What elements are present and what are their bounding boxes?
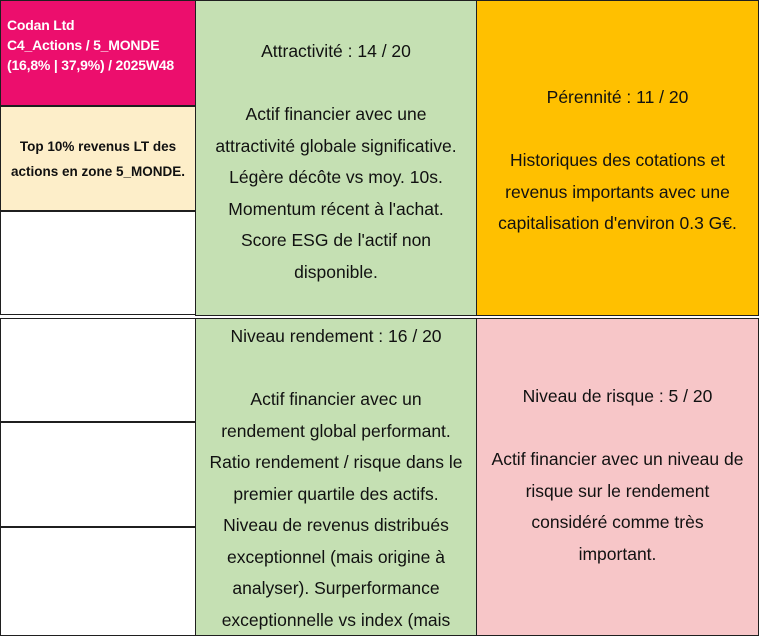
rendement-title: Niveau rendement : 16 / 20	[230, 326, 442, 346]
rendement-line: premier quartile des actifs.	[233, 483, 439, 504]
risque-panel	[476, 318, 759, 636]
risque-line: risque sur le rendement	[525, 480, 710, 501]
attractivite-line: attractivité globale significative.	[215, 135, 457, 156]
rendement-line: Actif financier avec un	[250, 389, 422, 409]
ranking-note	[0, 106, 196, 211]
perennite-line: revenus importants avec une	[505, 181, 730, 202]
risque-line: Actif financier avec un niveau de	[491, 449, 744, 469]
attractivite-line: Actif financier avec une	[245, 104, 427, 124]
rendement-line: analyser). Surperformance	[232, 578, 440, 598]
rendement-line: exceptionnelle vs index (mais	[221, 609, 451, 630]
rendement-line: rendement global performant.	[221, 420, 451, 441]
perennite-line: capitalisation d'environ 0.3 G€.	[498, 213, 737, 233]
attractivite-line: Score ESG de l'actif non	[240, 230, 432, 250]
rendement-line: Niveau de revenus distribués	[223, 515, 449, 535]
empty-cell	[0, 211, 196, 315]
risque-title: Niveau de risque : 5 / 20	[522, 386, 713, 406]
rendement-panel	[195, 318, 477, 636]
asset-header	[0, 0, 196, 106]
empty-cell	[0, 527, 196, 636]
perennite-line: Historiques des cotations et	[510, 150, 725, 170]
rendement-line: Ratio rendement / risque dans le	[209, 452, 463, 472]
attractivite-title: Attractivité : 14 / 20	[261, 41, 411, 61]
company-name: Codan Ltd	[7, 17, 75, 33]
empty-cell	[0, 318, 196, 422]
attractivite-line: disponible.	[294, 261, 378, 282]
asset-stats: (16,8% | 37,9%) / 2025W48	[7, 57, 175, 73]
ranking-note-text: Top 10% revenus LT des actions en zone 5_MONDE.	[10, 138, 186, 179]
attractivite-line: Momentum récent à l'achat.	[228, 198, 444, 219]
perennite-title: Pérennité : 11 / 20	[546, 87, 689, 107]
risque-line: important.	[578, 543, 657, 564]
attractivite-panel	[195, 0, 477, 316]
perennite-panel	[476, 0, 759, 316]
empty-cell	[0, 422, 196, 527]
attractivite-line: Légère décôte vs moy. 10s.	[229, 167, 443, 187]
asset-category: C4_Actions / 5_MONDE	[7, 37, 160, 53]
rendement-line: exceptionnel (mais origine à	[227, 546, 445, 567]
risque-line: considéré comme très	[531, 512, 704, 532]
